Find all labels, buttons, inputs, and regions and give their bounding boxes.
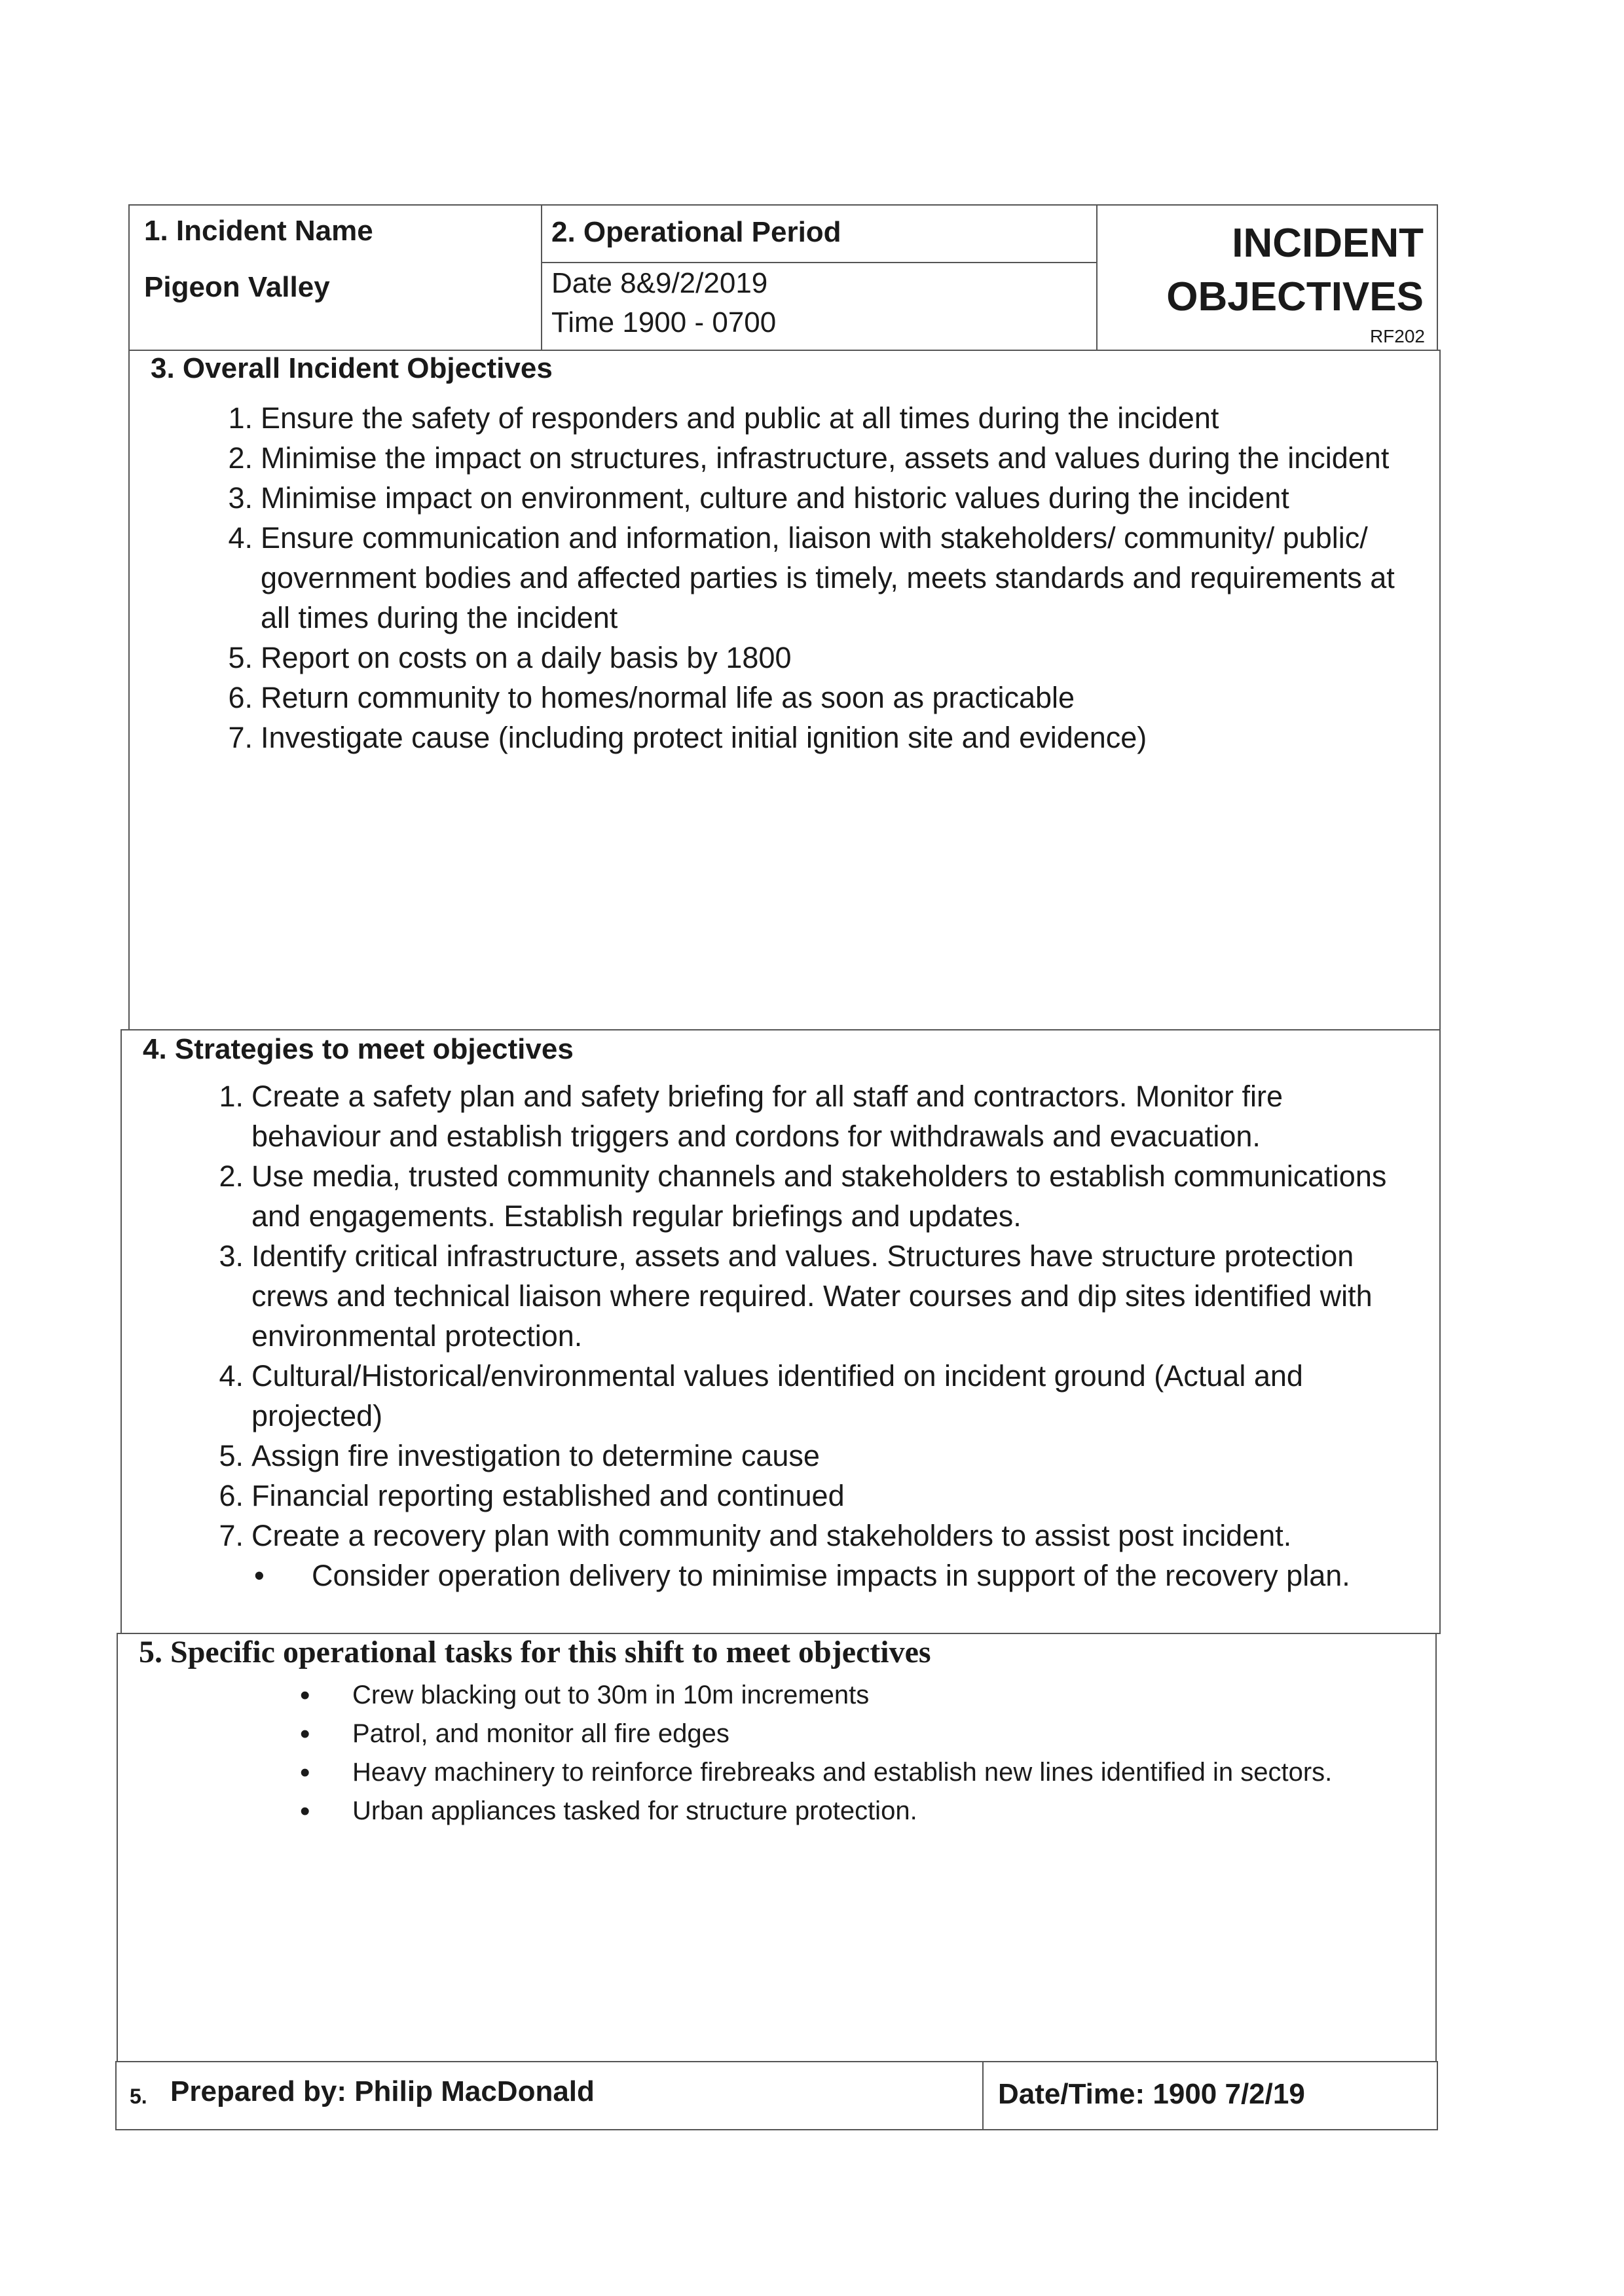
- task-item: • Urban appliances tasked for structure protection.: [352, 1792, 1413, 1831]
- prepared-by-number: 5.: [130, 2085, 147, 2108]
- tasks-heading: 5. Specific operational tasks for this shift to meet objectives: [139, 1635, 931, 1669]
- objective-item: 6. Return community to homes/normal life as soon as practicable: [228, 681, 1075, 714]
- strategy-sub-bullet: • Consider operation delivery to minimise impacts in support of the recovery plan.: [312, 1556, 1417, 1595]
- strategy-item: 3. Identify critical infrastructure, assets and values. Structures have structure protection crews and technical liaison where required. Water courses and dip sites identified with environmental protection.: [219, 1239, 1373, 1353]
- operational-period-label: 2. Operational Period: [551, 216, 841, 248]
- task-item: • Heavy machinery to reinforce firebreaks and establish new lines identified in sectors.: [352, 1753, 1413, 1792]
- strategy-item: 4. Cultural/Historical/environmental values identified on incident ground (Actual and projected): [219, 1359, 1303, 1432]
- objective-item: 3. Minimise impact on environment, culture and historic values during the incident: [228, 481, 1289, 515]
- operational-period-header-row: [541, 206, 1096, 263]
- operational-period-time: Time 1900 - 0700: [551, 306, 777, 338]
- form-header: [128, 204, 1438, 351]
- task-item: • Crew blacking out to 30m in 10m increments: [352, 1676, 1413, 1715]
- strategies-section: [120, 1029, 1441, 1634]
- operational-period-date: Date 8&9/2/2019: [551, 267, 768, 299]
- form-title-cell: [1096, 206, 1437, 350]
- strategies-list: [219, 1076, 1417, 1595]
- footer-divider: [982, 2062, 984, 2129]
- objective-item: 4. Ensure communication and information, liaison with stakeholders/ community/ public/ government bodies and affected parties is timely, meets standards and requirements at all times during the incident: [228, 521, 1395, 634]
- incident-name-cell: [130, 206, 542, 350]
- form-title-line1: INCIDENT: [1232, 221, 1424, 266]
- objective-item: 1. Ensure the safety of responders and public at all times during the incident: [228, 401, 1219, 435]
- strategy-item: 7. Create a recovery plan with community and stakeholders to assist post incident.: [219, 1519, 1292, 1552]
- objective-item: 7. Investigate cause (including protect initial ignition site and evidence): [228, 721, 1147, 754]
- strategy-item: 5. Assign fire investigation to determine cause: [219, 1439, 820, 1472]
- specific-tasks-section: [117, 1633, 1437, 2062]
- incident-name-label: 1. Incident Name: [144, 215, 373, 247]
- strategies-heading: 4. Strategies to meet objectives: [143, 1033, 574, 1065]
- objectives-list: [228, 398, 1426, 757]
- operational-period-cell: [541, 206, 1098, 350]
- objectives-heading: 3. Overall Incident Objectives: [151, 352, 553, 384]
- overall-objectives-section: [128, 350, 1441, 1030]
- strategy-item: 1. Create a safety plan and safety briefing for all staff and contractors. Monitor fire behaviour and establish triggers and cordons for withdrawals and evacuation.: [219, 1080, 1283, 1153]
- strategy-item: 2. Use media, trusted community channels and stakeholders to establish communications and engagements. Establish regular briefings and updates.: [219, 1159, 1387, 1233]
- form-code: RF202: [1369, 326, 1425, 346]
- objective-item: 2. Minimise the impact on structures, infrastructure, assets and values during the incident: [228, 441, 1390, 475]
- incident-name-value: Pigeon Valley: [144, 271, 330, 303]
- prepared-by: Prepared by: Philip MacDonald: [170, 2075, 595, 2107]
- objective-item: 5. Report on costs on a daily basis by 1800: [228, 641, 792, 674]
- strategy-item: 6. Financial reporting established and continued: [219, 1479, 845, 1512]
- date-time: Date/Time: 1900 7/2/19: [998, 2078, 1305, 2110]
- tasks-list: [352, 1676, 1413, 1831]
- form-footer: [115, 2061, 1438, 2130]
- task-item: • Patrol, and monitor all fire edges: [352, 1715, 1413, 1753]
- form-title-line2: OBJECTIVES: [1166, 274, 1424, 319]
